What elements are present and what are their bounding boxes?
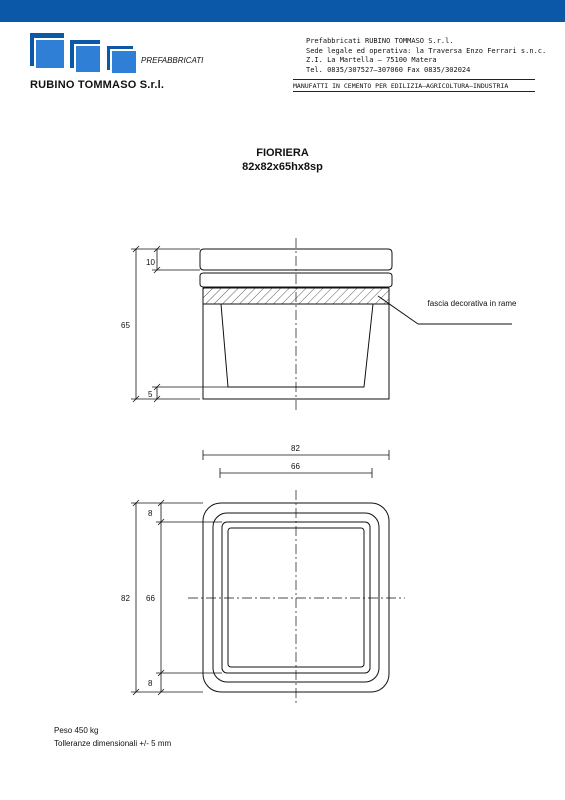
product-name: FIORIERA bbox=[256, 147, 309, 159]
address-line: Tel. 0835/307527–307060 Fax 0835/302024 bbox=[306, 65, 471, 74]
tolerance-note: Tolleranze dimensionali +/- 5 mm bbox=[54, 739, 172, 748]
company-name: RUBINO TOMMASO S.r.l. bbox=[30, 79, 165, 91]
dim-height: 65 bbox=[121, 321, 130, 330]
plan-dimensions bbox=[131, 450, 389, 695]
dim-wall-top: 8 bbox=[148, 509, 153, 518]
front-dimensions bbox=[131, 246, 228, 402]
product-dimensions: 82x82x65hx8sp bbox=[242, 161, 323, 173]
dim-outer-width: 82 bbox=[291, 444, 300, 453]
dim-inner-width: 66 bbox=[291, 462, 300, 471]
decorative-band-note: fascia decorativa in rame bbox=[427, 299, 517, 308]
footer-notes bbox=[54, 724, 171, 750]
address-line: Prefabbricati RUBINO TOMMASO S.r.l. bbox=[306, 37, 454, 45]
weight-note: Peso 450 kg bbox=[54, 726, 99, 735]
address-line: Z.I. La Martella – 75100 Matera bbox=[306, 56, 437, 64]
dim-top-band: 10 bbox=[146, 258, 155, 267]
front-view bbox=[200, 249, 512, 399]
dim-base: 5 bbox=[148, 390, 153, 399]
logo-tagline: PREFABBRICATI bbox=[141, 56, 204, 65]
product-range: MANUFATTI IN CEMENTO PER EDILIZIA–AGRICOLTURA–INDUSTRIA bbox=[293, 82, 509, 90]
dim-outer-height: 82 bbox=[121, 594, 130, 603]
dim-wall-bottom: 8 bbox=[148, 679, 153, 688]
dim-inner-height: 66 bbox=[146, 594, 155, 603]
address-line: Sede legale ed operativa: la Traversa Enzo Ferrari s.n.c. bbox=[306, 46, 547, 55]
